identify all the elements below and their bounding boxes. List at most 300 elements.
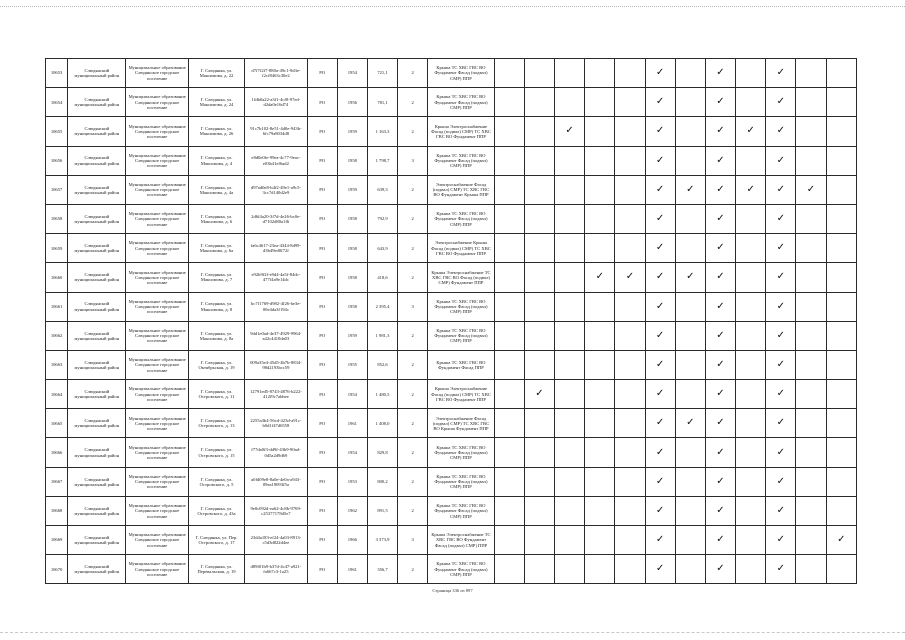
- check-cell: [494, 292, 524, 321]
- check-cell: [555, 59, 585, 88]
- table-row: [46, 496, 857, 525]
- check-cell: [675, 204, 705, 233]
- address-cell: Г. Слюдянка, ул. Островского, д. 13: [188, 409, 244, 438]
- scan-bottom-edge: [0, 632, 905, 639]
- check-cell: [645, 175, 675, 204]
- check-cell: [585, 263, 615, 292]
- district-cell: Слюдянский муниципальный район: [68, 263, 126, 292]
- floors-cell: 2: [398, 321, 428, 350]
- district-cell: Слюдянский муниципальный район: [68, 59, 126, 88]
- row-id-cell: 10656: [46, 146, 68, 175]
- check-cell: [675, 350, 705, 379]
- district-cell: Слюдянский муниципальный район: [68, 292, 126, 321]
- check-cell: [524, 380, 554, 409]
- check-cell: [705, 555, 735, 584]
- address-cell: Г. Слюдянка, ул. Перевальская, д. 19: [188, 555, 244, 584]
- table-row: [46, 467, 857, 496]
- check-cell: [705, 350, 735, 379]
- checkmark-icon: ✓: [655, 183, 665, 195]
- check-cell: [494, 350, 524, 379]
- area-cell: 792,9: [367, 204, 397, 233]
- type-cell: РО: [307, 526, 337, 555]
- check-cell: [585, 526, 615, 555]
- type-cell: РО: [307, 380, 337, 409]
- checkmark-icon: ✓: [716, 213, 725, 225]
- year-cell: 1958: [337, 292, 367, 321]
- area-cell: 2 395,4: [367, 292, 397, 321]
- checkmark-icon: ✓: [716, 154, 725, 166]
- house-code-cell: bc7f1769-d982-4f26-be3e-00e4da3f194c: [245, 292, 307, 321]
- check-cell: [766, 175, 796, 204]
- house-code-cell: 9e0c092d-ea62-4c8b-9769-c25377178d5e7: [245, 496, 307, 525]
- check-cell: [766, 263, 796, 292]
- checkmark-icon: ✓: [716, 534, 725, 546]
- check-cell: [615, 321, 645, 350]
- table-row: [46, 380, 857, 409]
- checkmark-icon: ✓: [655, 271, 665, 283]
- house-code-cell: a0fd09e8-8a0e-4e0a-a943-09ea19093f5a: [245, 467, 307, 496]
- check-cell: [826, 175, 856, 204]
- check-cell: [766, 204, 796, 233]
- area-cell: 829,8: [367, 438, 397, 467]
- check-cell: [494, 321, 524, 350]
- type-cell: РО: [307, 117, 337, 146]
- checkmark-icon: ✓: [655, 213, 665, 225]
- check-cell: [615, 204, 645, 233]
- address-cell: Г. Слюдянка, ул. Островского, д. 11: [188, 380, 244, 409]
- check-cell: [615, 467, 645, 496]
- checkmark-icon: ✓: [776, 67, 785, 79]
- checkmark-icon: ✓: [655, 388, 665, 400]
- check-cell: [585, 467, 615, 496]
- house-code-cell: 2d6f4a20-3f7d-4e26-bc0e-d7102d80a1f6: [245, 204, 307, 233]
- check-cell: [615, 59, 645, 88]
- check-cell: [736, 438, 766, 467]
- house-code-cell: f77da0f3-dd9f-43b9-90ad-0d5a2d9d69: [245, 438, 307, 467]
- checkmark-icon: ✓: [776, 183, 785, 195]
- row-id-cell: 10654: [46, 88, 68, 117]
- check-cell: [524, 526, 554, 555]
- table-row: [46, 438, 857, 467]
- district-cell: Слюдянский муниципальный район: [68, 204, 126, 233]
- municipality-cell: Муниципальное образование Слюдянское городское поселение: [126, 88, 188, 117]
- check-cell: [675, 321, 705, 350]
- checkmark-icon: ✓: [776, 125, 785, 137]
- checkmark-icon: ✓: [655, 67, 665, 79]
- address-cell: Г. Слюдянка, ул. Максимова, д. 22: [188, 59, 244, 88]
- check-cell: [705, 263, 735, 292]
- row-id-cell: 10660: [46, 263, 68, 292]
- checkmark-icon: ✓: [655, 154, 665, 166]
- checkmark-icon: ✓: [776, 96, 785, 108]
- check-cell: [826, 321, 856, 350]
- checkmark-icon: ✓: [655, 446, 665, 458]
- check-cell: [524, 234, 554, 263]
- district-cell: Слюдянский муниципальный район: [68, 146, 126, 175]
- table-row: [46, 555, 857, 584]
- check-cell: [555, 234, 585, 263]
- year-cell: 1959: [337, 321, 367, 350]
- check-cell: [675, 117, 705, 146]
- house-code-cell: 12791ed5-8743-4876-b222-412f9c7abbee: [245, 380, 307, 409]
- check-cell: [524, 409, 554, 438]
- check-cell: [645, 292, 675, 321]
- address-cell: Г. Слюдянка, ул. Островского, д. 5: [188, 467, 244, 496]
- check-cell: [766, 146, 796, 175]
- check-cell: [675, 496, 705, 525]
- type-cell: РО: [307, 146, 337, 175]
- area-cell: 852,6: [367, 350, 397, 379]
- area-cell: 3 373,9: [367, 526, 397, 555]
- check-cell: [555, 350, 585, 379]
- address-cell: Г. Слюдянка, ул. Максимова, д. 6: [188, 204, 244, 233]
- year-cell: 1956: [337, 88, 367, 117]
- floors-cell: 2: [398, 438, 428, 467]
- municipality-cell: Муниципальное образование Слюдянское городское поселение: [126, 496, 188, 525]
- address-cell: Г. Слюдянка, ул. Октябрьская, д. 19: [188, 350, 244, 379]
- check-cell: [615, 234, 645, 263]
- year-cell: 1959: [337, 175, 367, 204]
- works-list-cell: Крыша ТС ХВС ГВС ВО Фундамент Фасад (подвал) СМР) ППР: [428, 555, 494, 584]
- checkmark-icon: ✓: [776, 417, 785, 429]
- municipality-cell: Муниципальное образование Слюдянское городское поселение: [126, 438, 188, 467]
- floors-cell: 2: [398, 59, 428, 88]
- checkmark-icon: ✓: [776, 388, 785, 400]
- check-cell: [736, 526, 766, 555]
- checkmark-icon: ✓: [595, 271, 604, 283]
- area-cell: 891,5: [367, 496, 397, 525]
- check-cell: [796, 409, 826, 438]
- district-cell: Слюдянский муниципальный район: [68, 88, 126, 117]
- district-cell: Слюдянский муниципальный район: [68, 526, 126, 555]
- check-cell: [615, 263, 645, 292]
- check-cell: [705, 526, 735, 555]
- works-list-cell: Электроснабжение Фасад (подвал) СМР) ТС ХВС ГВС ВО Крыша Фундамент ППР: [428, 409, 494, 438]
- municipality-cell: Муниципальное образование Слюдянское городское поселение: [126, 409, 188, 438]
- check-cell: [615, 175, 645, 204]
- housing-repair-table: [45, 58, 857, 584]
- check-cell: [736, 88, 766, 117]
- checkmark-icon: ✓: [776, 242, 785, 254]
- house-code-cell: 2255a3b4-56cd-423d-a91c-b0d1f47d6558: [245, 409, 307, 438]
- year-cell: 1954: [337, 59, 367, 88]
- check-cell: [796, 350, 826, 379]
- check-cell: [736, 409, 766, 438]
- check-cell: [736, 467, 766, 496]
- checkmark-icon: ✓: [655, 358, 665, 370]
- check-cell: [615, 117, 645, 146]
- check-cell: [736, 146, 766, 175]
- row-id-cell: 10659: [46, 234, 68, 263]
- check-cell: [494, 380, 524, 409]
- check-cell: [494, 88, 524, 117]
- house-code-cell: d7f7f2f7-880a-49c1-9d3e-f2cf8463c30e2: [245, 59, 307, 88]
- checkmark-icon: ✓: [776, 154, 785, 166]
- checkmark-icon: ✓: [686, 271, 695, 283]
- works-list-cell: Крыша ТС ХВС ГВС ВО Фундамент Фасад (подвал) СМР) ППР: [428, 321, 494, 350]
- check-cell: [675, 234, 705, 263]
- check-cell: [494, 117, 524, 146]
- check-cell: [585, 292, 615, 321]
- check-cell: [494, 146, 524, 175]
- check-cell: [555, 88, 585, 117]
- address-cell: Г. Слюдянка, ул. Максимова, д. 8а: [188, 321, 244, 350]
- check-cell: [615, 496, 645, 525]
- table-row: [46, 59, 857, 88]
- check-cell: [645, 204, 675, 233]
- check-cell: [766, 438, 796, 467]
- year-cell: 1955: [337, 350, 367, 379]
- works-list-cell: Крыша ТС ХВС ГВС ВО Фундамент Фасад (подвал) СМР) ППР: [428, 59, 494, 88]
- check-cell: [494, 555, 524, 584]
- check-cell: [736, 204, 766, 233]
- checkmark-icon: ✓: [776, 300, 785, 312]
- check-cell: [524, 146, 554, 175]
- floors-cell: 2: [398, 350, 428, 379]
- check-cell: [705, 117, 735, 146]
- check-cell: [766, 292, 796, 321]
- check-cell: [524, 350, 554, 379]
- check-cell: [585, 409, 615, 438]
- floors-cell: 2: [398, 234, 428, 263]
- check-cell: [615, 292, 645, 321]
- works-list-cell: Крыша ТС ХВС ГВС ВО Фундамент Фасад ППР: [428, 350, 494, 379]
- area-cell: 356,7: [367, 555, 397, 584]
- check-cell: [796, 117, 826, 146]
- check-cell: [736, 350, 766, 379]
- check-cell: [585, 117, 615, 146]
- row-id-cell: 10665: [46, 409, 68, 438]
- check-cell: [524, 175, 554, 204]
- check-cell: [615, 88, 645, 117]
- area-cell: 1 981,3: [367, 321, 397, 350]
- type-cell: РО: [307, 321, 337, 350]
- floors-cell: 2: [398, 204, 428, 233]
- check-cell: [826, 380, 856, 409]
- check-cell: [615, 146, 645, 175]
- works-list-cell: Крыша ТС ХВС ГВС ВО Фундамент Фасад (подвал) СМР) ППР: [428, 467, 494, 496]
- checkmark-icon: ✓: [776, 475, 785, 487]
- check-cell: [675, 59, 705, 88]
- check-cell: [675, 438, 705, 467]
- checkmark-icon: ✓: [716, 358, 725, 370]
- scan-top-edge: [0, 0, 905, 7]
- floors-cell: 2: [398, 380, 428, 409]
- checkmark-icon: ✓: [655, 125, 665, 137]
- check-cell: [826, 409, 856, 438]
- municipality-cell: Муниципальное образование Слюдянское городское поселение: [126, 467, 188, 496]
- house-code-cell: e92b9f2f-e9d4-4a5f-84dc-477f4a9e14dc: [245, 263, 307, 292]
- table-row: [46, 526, 857, 555]
- check-cell: [736, 175, 766, 204]
- check-cell: [705, 59, 735, 88]
- check-cell: [494, 234, 524, 263]
- check-cell: [826, 234, 856, 263]
- municipality-cell: Муниципальное образование Слюдянское городское поселение: [126, 117, 188, 146]
- area-cell: 1 480,5: [367, 380, 397, 409]
- check-cell: [796, 438, 826, 467]
- check-cell: [585, 380, 615, 409]
- check-cell: [494, 204, 524, 233]
- district-cell: Слюдянский муниципальный район: [68, 438, 126, 467]
- check-cell: [736, 292, 766, 321]
- check-cell: [796, 380, 826, 409]
- check-cell: [736, 234, 766, 263]
- check-cell: [796, 59, 826, 88]
- check-cell: [524, 555, 554, 584]
- year-cell: 1962: [337, 496, 367, 525]
- check-cell: [705, 146, 735, 175]
- table-row: [46, 117, 857, 146]
- type-cell: РО: [307, 555, 337, 584]
- table-row: [46, 234, 857, 263]
- works-list-cell: Крыша Электроснабжение ТС ХВС ГВС ВО Фундамент Фасад (подвал) СМР) ППР: [428, 526, 494, 555]
- check-cell: [524, 321, 554, 350]
- check-cell: [796, 555, 826, 584]
- check-cell: [494, 409, 524, 438]
- district-cell: Слюдянский муниципальный район: [68, 175, 126, 204]
- checkmark-icon: ✓: [655, 96, 665, 108]
- check-cell: [826, 467, 856, 496]
- checkmark-icon: ✓: [565, 125, 574, 137]
- checkmark-icon: ✓: [535, 388, 544, 400]
- address-cell: Г. Слюдянка, ул. Островского, д. 43а: [188, 496, 244, 525]
- table-row: [46, 350, 857, 379]
- works-list-cell: Крыша ТС ХВС ГВС ВО Фундамент Фасад (подвал) СМР) ППР: [428, 496, 494, 525]
- check-cell: [494, 526, 524, 555]
- checkmark-icon: ✓: [655, 300, 665, 312]
- check-cell: [826, 526, 856, 555]
- check-cell: [796, 526, 826, 555]
- check-cell: [675, 409, 705, 438]
- district-cell: Слюдянский муниципальный район: [68, 117, 126, 146]
- house-code-cell: 009a35e4-45d5-4b7b-8834-98d2193bcc59: [245, 350, 307, 379]
- works-list-cell: Крыша Электроснабжение Фасад (подвал) СМР) ТС ХВС ГВС ВО Фундамент ППР: [428, 380, 494, 409]
- area-cell: 639,3: [367, 175, 397, 204]
- check-cell: [826, 350, 856, 379]
- check-cell: [494, 175, 524, 204]
- check-cell: [736, 496, 766, 525]
- house-code-cell: 91c7b102-8e51-4d0e-943b-6fc79a8034d8: [245, 117, 307, 146]
- check-cell: [766, 380, 796, 409]
- municipality-cell: Муниципальное образование Слюдянское городское поселение: [126, 175, 188, 204]
- check-cell: [585, 175, 615, 204]
- check-cell: [645, 234, 675, 263]
- checkmark-icon: ✓: [806, 183, 816, 195]
- check-cell: [555, 409, 585, 438]
- checkmark-icon: ✓: [686, 417, 695, 429]
- check-cell: [615, 350, 645, 379]
- check-cell: [766, 88, 796, 117]
- check-cell: [524, 204, 554, 233]
- check-cell: [826, 204, 856, 233]
- checkmark-icon: ✓: [716, 242, 725, 254]
- check-cell: [675, 526, 705, 555]
- row-id-cell: 10664: [46, 380, 68, 409]
- check-cell: [796, 234, 826, 263]
- house-code-cell: d89f01b9-b37d-4c47-a921-fa667c3-1a25: [245, 555, 307, 584]
- check-cell: [555, 175, 585, 204]
- checkmark-icon: ✓: [716, 563, 725, 575]
- floors-cell: 2: [398, 263, 428, 292]
- year-cell: 1958: [337, 263, 367, 292]
- address-cell: Г. Слюдянка, ул. Пер. Островского, д. 17: [188, 526, 244, 555]
- check-cell: [555, 292, 585, 321]
- checkmark-icon: ✓: [716, 417, 725, 429]
- house-code-cell: 23d4a183-ef24-4a03-8913-c5d3d822d4ee: [245, 526, 307, 555]
- address-cell: Г. Слюдянка, ул. Островского, д. 15: [188, 438, 244, 467]
- check-cell: [705, 292, 735, 321]
- checkmark-icon: ✓: [776, 446, 785, 458]
- type-cell: РО: [307, 496, 337, 525]
- check-cell: [645, 59, 675, 88]
- check-cell: [705, 409, 735, 438]
- check-cell: [766, 321, 796, 350]
- checkmark-icon: ✓: [716, 329, 725, 341]
- works-list-cell: Крыша ТС ХВС ГВС ВО Фундамент Фасад (подвал) СМР) ППР: [428, 146, 494, 175]
- check-cell: [615, 555, 645, 584]
- check-cell: [555, 204, 585, 233]
- check-cell: [675, 146, 705, 175]
- table-row: [46, 175, 857, 204]
- type-cell: РО: [307, 292, 337, 321]
- area-cell: 781,1: [367, 88, 397, 117]
- check-cell: [585, 438, 615, 467]
- checkmark-icon: ✓: [655, 475, 665, 487]
- floors-cell: 2: [398, 467, 428, 496]
- check-cell: [645, 380, 675, 409]
- checkmark-icon: ✓: [716, 300, 725, 312]
- municipality-cell: Муниципальное образование Слюдянское городское поселение: [126, 59, 188, 88]
- district-cell: Слюдянский муниципальный район: [68, 496, 126, 525]
- municipality-cell: Муниципальное образование Слюдянское городское поселение: [126, 263, 188, 292]
- check-cell: [645, 146, 675, 175]
- year-cell: 1958: [337, 204, 367, 233]
- check-cell: [736, 263, 766, 292]
- checkmark-icon: ✓: [776, 213, 785, 225]
- table-row: [46, 409, 857, 438]
- year-cell: 1958: [337, 146, 367, 175]
- table-body: [46, 59, 857, 584]
- type-cell: РО: [307, 467, 337, 496]
- checkmark-icon: ✓: [716, 67, 725, 79]
- check-cell: [826, 438, 856, 467]
- check-cell: [555, 438, 585, 467]
- check-cell: [705, 496, 735, 525]
- check-cell: [705, 88, 735, 117]
- check-cell: [766, 496, 796, 525]
- row-id-cell: 10667: [46, 467, 68, 496]
- check-cell: [796, 496, 826, 525]
- floors-cell: 2: [398, 409, 428, 438]
- district-cell: Слюдянский муниципальный район: [68, 234, 126, 263]
- row-id-cell: 10669: [46, 526, 68, 555]
- check-cell: [524, 88, 554, 117]
- checkmark-icon: ✓: [716, 125, 725, 137]
- check-cell: [766, 526, 796, 555]
- house-code-cell: fa6c4617-23ea-4344-8d99-d3b49ed0f72f: [245, 234, 307, 263]
- floors-cell: 3: [398, 526, 428, 555]
- type-cell: РО: [307, 438, 337, 467]
- check-cell: [766, 59, 796, 88]
- municipality-cell: Муниципальное образование Слюдянское городское поселение: [126, 526, 188, 555]
- type-cell: РО: [307, 204, 337, 233]
- district-cell: Слюдянский муниципальный район: [68, 380, 126, 409]
- check-cell: [766, 409, 796, 438]
- check-cell: [645, 438, 675, 467]
- check-cell: [524, 467, 554, 496]
- check-cell: [766, 350, 796, 379]
